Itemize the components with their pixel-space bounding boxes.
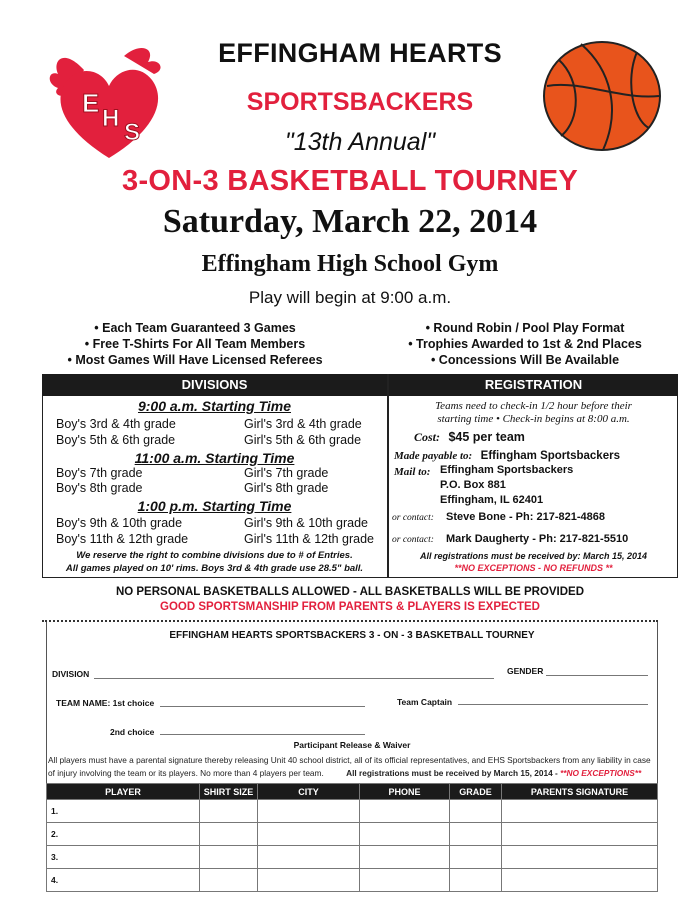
- phone-cell[interactable]: [360, 823, 450, 846]
- mail-line-1: Effingham Sportsbackers: [440, 464, 574, 476]
- city-cell[interactable]: [258, 800, 360, 823]
- team-name-label: TEAM NAME: 1st choice: [56, 698, 155, 708]
- annual-label: "13th Annual": [284, 128, 436, 156]
- start-time: Play will begin at 9:00 a.m.: [248, 288, 452, 307]
- gender-field[interactable]: [546, 675, 648, 676]
- signature-cell[interactable]: [502, 846, 658, 869]
- slot1-girls-2: Girl's 5th & 6th grade: [244, 433, 362, 447]
- grade-cell[interactable]: [450, 846, 502, 869]
- table-row: [47, 869, 658, 892]
- release-deadline: All registrations must be received by March 15, 2014 -: [346, 768, 558, 778]
- ehs-heart-logo: [44, 40, 174, 165]
- release-title: Participant Release & Waiver: [293, 740, 411, 750]
- shirt-cell[interactable]: [200, 823, 258, 846]
- payable-label: Made payable to:: [394, 450, 473, 462]
- city-cell[interactable]: [258, 846, 360, 869]
- team-name-field[interactable]: [160, 706, 365, 707]
- registration-deadline: All registrations must be received by: March 15, 2014: [419, 551, 648, 561]
- slot3-girls-2: Girl's 11th & 12th grade: [244, 532, 375, 546]
- signature-cell[interactable]: [502, 800, 658, 823]
- player-row-number[interactable]: 3.: [47, 846, 200, 869]
- phone-cell[interactable]: [360, 846, 450, 869]
- slot2-girls-1: Girl's 7th grade: [244, 466, 329, 480]
- no-exceptions-refunds: **NO EXCEPTIONS - NO REFUNDS **: [454, 563, 613, 573]
- bullet-left-3: • Most Games Will Have Licensed Referees: [67, 353, 323, 367]
- col-shirt-size: SHIRT SIZE: [200, 784, 258, 800]
- release-body: All players must have a parental signature thereby releasing Unit 40 school district, all of its official representatives, and EHS Sportsbackers from any liability in case of injury involving the team or its players. No more than 4 players per team.: [48, 755, 651, 778]
- grade-cell[interactable]: [450, 800, 502, 823]
- shirt-cell[interactable]: [200, 869, 258, 892]
- team-captain-label: Team Captain: [397, 697, 453, 707]
- bullet-right-1: • Round Robin / Pool Play Format: [425, 321, 625, 335]
- slot2-boys-2: Boy's 8th grade: [56, 481, 143, 495]
- signature-cell[interactable]: [502, 869, 658, 892]
- city-cell[interactable]: [258, 823, 360, 846]
- org-title: EFFINGHAM HEARTS: [218, 38, 502, 68]
- cost-label: Cost:: [414, 430, 441, 444]
- registration-header: REGISTRATION: [389, 374, 678, 396]
- player-row-number[interactable]: 4.: [47, 869, 200, 892]
- slot3-boys-1: Boy's 9th & 10th grade: [56, 516, 183, 530]
- table-row: [47, 823, 658, 846]
- col-city: CITY: [258, 784, 360, 800]
- release-no-exceptions: **NO EXCEPTIONS**: [560, 768, 642, 778]
- table-row: [47, 800, 658, 823]
- cost-value: $45 per team: [448, 430, 525, 444]
- city-cell[interactable]: [258, 869, 360, 892]
- bullet-left-2: • Free T-Shirts For All Team Members: [84, 337, 306, 351]
- bullet-right-2: • Trophies Awarded to 1st & 2nd Places: [408, 337, 642, 351]
- slot2-girls-2: Girl's 8th grade: [244, 481, 329, 495]
- no-personal-balls: NO PERSONAL BASKETBALLS ALLOWED - ALL BASKETBALLS WILL BE PROVIDED: [115, 586, 585, 598]
- second-choice-label: 2nd choice: [110, 727, 155, 737]
- mail-line-2: P.O. Box 881: [440, 479, 506, 491]
- sportsmanship-notice: GOOD SPORTSMANSHIP FROM PARENTS & PLAYERS IS EXPECTED: [160, 601, 540, 613]
- slot3-time: 1:00 p.m. Starting Time: [137, 498, 292, 514]
- player-table-header: [47, 784, 658, 800]
- slot2-time: 11:00 a.m. Starting Time: [134, 450, 295, 466]
- slot1-boys-2: Boy's 5th & 6th grade: [56, 433, 176, 447]
- contact-1: Steve Bone - Ph: 217-821-4868: [446, 511, 605, 523]
- grade-cell[interactable]: [450, 869, 502, 892]
- contact-2: Mark Daugherty - Ph: 217-821-5510: [446, 533, 629, 545]
- slot1-boys-1: Boy's 3rd & 4th grade: [56, 417, 176, 431]
- phone-cell[interactable]: [360, 869, 450, 892]
- mail-line-3: Effingham, IL 62401: [440, 494, 544, 506]
- phone-cell[interactable]: [360, 800, 450, 823]
- slot1-girls-1: Girl's 3rd & 4th grade: [244, 417, 362, 431]
- divisions-note-2: All games played on 10' rims. Boys 3rd & 4th grade use 28.5" ball.: [65, 563, 364, 574]
- tourney-title: 3-ON-3 BASKETBALL TOURNEY: [122, 165, 578, 197]
- player-table: [46, 783, 658, 892]
- shirt-cell[interactable]: [200, 800, 258, 823]
- checkin-line-1: Teams need to check-in 1/2 hour before their: [435, 400, 632, 412]
- col-parents-signature: PARENTS SIGNATURE: [502, 784, 658, 800]
- cost-row: [414, 428, 525, 446]
- org-subtitle: SPORTSBACKERS: [246, 88, 474, 116]
- logo-s: S: [124, 119, 141, 146]
- col-phone: PHONE: [360, 784, 450, 800]
- logo-h: H: [102, 105, 120, 132]
- contact-label-2: or contact:: [392, 535, 434, 545]
- col-player: PLAYER: [47, 784, 200, 800]
- slot3-boys-2: Boy's 11th & 12th grade: [56, 532, 189, 546]
- signature-cell[interactable]: [502, 823, 658, 846]
- player-row-number[interactable]: 1.: [47, 800, 200, 823]
- table-row: [47, 846, 658, 869]
- division-field[interactable]: [94, 678, 494, 679]
- event-date: Saturday, March 22, 2014: [162, 203, 538, 240]
- event-venue: Effingham High School Gym: [201, 251, 499, 277]
- slot2-boys-1: Boy's 7th grade: [56, 466, 143, 480]
- payable-value: Effingham Sportsbackers: [480, 450, 620, 462]
- grade-cell[interactable]: [450, 823, 502, 846]
- col-grade: GRADE: [450, 784, 502, 800]
- form-title: EFFINGHAM HEARTS SPORTSBACKERS 3 - ON - 3 BASKETBALL TOURNEY: [169, 630, 535, 641]
- team-captain-field[interactable]: [458, 704, 648, 705]
- division-label: DIVISION: [52, 669, 90, 679]
- divisions-header: DIVISIONS: [42, 374, 387, 396]
- divisions-note-1: We reserve the right to combine divisions due to # of Entries.: [76, 550, 353, 561]
- checkin-line-2: starting time • Check-in begins at 8:00 a.m.: [437, 413, 630, 425]
- mail-label: Mail to:: [394, 466, 431, 478]
- second-choice-field[interactable]: [160, 734, 365, 735]
- logo-e: E: [82, 88, 100, 118]
- slot3-girls-1: Girl's 9th & 10th grade: [244, 516, 368, 530]
- contact-label-1: or contact:: [392, 513, 434, 523]
- player-row-number[interactable]: 2.: [47, 823, 200, 846]
- bullet-right-3: • Concessions Will Be Available: [430, 353, 620, 367]
- shirt-cell[interactable]: [200, 846, 258, 869]
- payable-row: [394, 446, 620, 464]
- release-text: [48, 754, 658, 780]
- gender-label: GENDER: [507, 666, 544, 676]
- bullet-left-1: • Each Team Guaranteed 3 Games: [94, 321, 296, 335]
- slot1-time: 9:00 a.m. Starting Time: [137, 398, 291, 414]
